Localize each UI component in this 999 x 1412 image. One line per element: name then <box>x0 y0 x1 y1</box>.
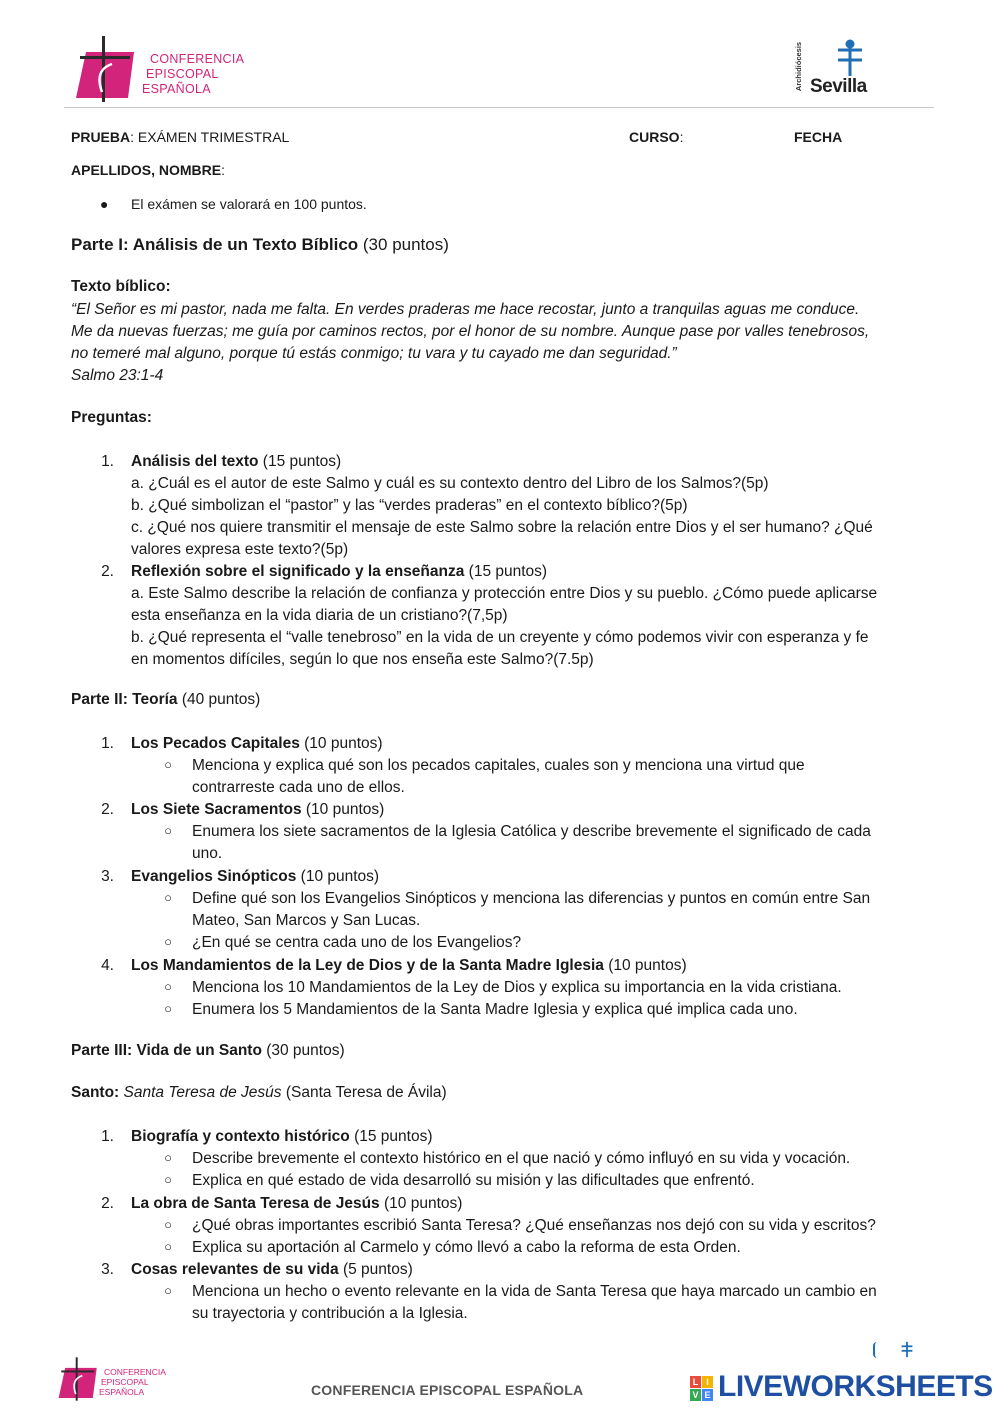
p3-item-points: (15 puntos) <box>349 1128 433 1145</box>
santo-line <box>71 1084 447 1102</box>
live-letter: I <box>702 1376 713 1388</box>
circle-bullet-icon: ○ <box>164 979 172 994</box>
footer-logo-line: CONFERENCIA <box>104 1367 166 1377</box>
p2-item-number: 1. <box>101 735 114 752</box>
p3-sub-item: Explica en qué estado de vida desarrolló su misión y las dificultades que enfrentó. <box>192 1172 755 1189</box>
circle-bullet-icon: ○ <box>164 1283 172 1298</box>
circle-bullet-icon: ○ <box>164 757 172 772</box>
footer-logo-line: EPISCOPAL <box>101 1377 149 1387</box>
part3-title: Parte III: Vida de un Santo <box>71 1042 262 1059</box>
p2-sub-item: ¿En qué se centra cada uno de los Evangelios? <box>192 934 522 951</box>
footer-logo-line: ESPAÑOLA <box>99 1387 145 1397</box>
live-badge-icon <box>690 1376 714 1402</box>
live-letter: L <box>690 1376 701 1388</box>
sub-line: Enumera los siete sacramentos de la Iglesia Católica y describe brevemente el significado de cada <box>192 823 871 840</box>
q1-heading <box>131 451 931 473</box>
p2-item-points: (10 puntos) <box>296 868 380 885</box>
part1-title: Parte I: Análisis de un Texto Bíblico <box>71 235 359 254</box>
p3-item-title: Biografía y contexto histórico <box>131 1128 350 1145</box>
circle-bullet-icon: ○ <box>164 1217 172 1232</box>
santo-name: Santa Teresa de Jesús <box>123 1084 282 1101</box>
sub-line: Define qué son los Evangelios Sinópticos y menciona las diferencias y puntos en común entre San <box>192 890 871 907</box>
q1-line: valores expresa este texto?(5p) <box>131 541 349 558</box>
p2-sub-item <box>192 755 932 799</box>
p3-item-points: (5 puntos) <box>338 1261 413 1278</box>
texto-label: Texto bíblico: <box>71 278 171 295</box>
nombre-line <box>71 162 225 178</box>
quote-line: no temeré mal alguno, porque tú estás conmigo; tu vara y tu cayado me dan seguridad.” <box>71 345 677 362</box>
p3-item-number: 1. <box>101 1128 114 1145</box>
p2-item-points: (10 puntos) <box>603 957 687 974</box>
p2-item-title: Los Siete Sacramentos <box>131 801 302 818</box>
p2-item-heading <box>131 799 384 821</box>
note-text: El exámen se valorará en 100 puntos. <box>131 196 367 212</box>
p2-item-number: 4. <box>101 957 114 974</box>
q1-line: c. ¿Qué nos quiere transmitir el mensaje de este Salmo sobre la relación entre Dios y el ser humano? ¿Qué <box>131 519 873 536</box>
q2-points: (15 puntos) <box>464 563 548 580</box>
curso-value: : <box>679 129 684 145</box>
prueba-value: : EXÁMEN TRIMESTRAL <box>130 129 290 145</box>
p3-item-title: La obra de Santa Teresa de Jesús <box>131 1195 380 1212</box>
cee-cross-icon <box>56 1355 102 1403</box>
p2-sub-item: Menciona los 10 Mandamientos de la Ley de Dios y explica su importancia en la vida cristiana. <box>192 979 842 996</box>
live-letter: V <box>690 1389 701 1401</box>
curso-label: CURSO <box>629 129 680 145</box>
q2-title: Reflexión sobre el significado y la enseñanza <box>131 563 465 580</box>
sevilla-cross-icon <box>897 1340 917 1358</box>
part3-heading <box>71 1042 345 1060</box>
q1-block <box>131 451 931 561</box>
p3-item-heading <box>131 1259 413 1281</box>
prueba-label: PRUEBA <box>71 129 131 145</box>
q2-line: en momentos difíciles, según lo que nos enseña este Salmo?(7.5p) <box>131 651 594 668</box>
sub-line: Menciona un hecho o evento relevante en la vida de Santa Teresa que haya marcado un cambio en <box>192 1283 877 1300</box>
circle-bullet-icon: ○ <box>164 1001 172 1016</box>
circle-bullet-icon: ○ <box>164 934 172 949</box>
fecha-label: FECHA <box>794 129 843 145</box>
circle-bullet-icon: ○ <box>164 890 172 905</box>
nombre-value: : <box>221 162 226 178</box>
cee-logo <box>72 34 252 104</box>
p3-sub-item: Describe brevemente el contexto histórico en el que nació y cómo influyó en su vida y vocación. <box>192 1150 851 1167</box>
part3-points: (30 puntos) <box>261 1042 345 1059</box>
nombre-label: APELLIDOS, NOMBRE <box>71 162 222 178</box>
sub-line: contrarreste cada uno de ellos. <box>192 779 405 796</box>
p2-item-title: Los Pecados Capitales <box>131 735 300 752</box>
live-letter: E <box>702 1389 713 1401</box>
p2-item-heading <box>131 866 379 888</box>
p2-sub-item: Enumera los 5 Mandamientos de la Santa Madre Iglesia y explica qué implica cada uno. <box>192 1001 798 1018</box>
part2-heading <box>71 691 260 709</box>
p3-item-heading <box>131 1126 432 1148</box>
quote-line: “El Señor es mi pastor, nada me falta. En verdes praderas me hace recostar, junto a tranquilas aguas me conduce. <box>71 301 860 318</box>
curso-line <box>629 129 683 145</box>
p3-item-points: (10 puntos) <box>379 1195 463 1212</box>
note-bullet: ● <box>100 196 109 212</box>
q2-line: esta enseñanza en la vida diaria de un cristiano?(7,5p) <box>131 607 508 624</box>
sevilla-mark-icon <box>873 1342 883 1358</box>
q1-line: b. ¿Qué simbolizan el “pastor” y las “verdes praderas” en el contexto bíblico?(5p) <box>131 497 688 514</box>
circle-bullet-icon: ○ <box>164 1239 172 1254</box>
q2-line: b. ¿Qué representa el “valle tenebroso” en la vida de un creyente y cómo podemos vivir con esperanza y fe <box>131 629 869 646</box>
p2-item-heading <box>131 733 383 755</box>
quote-line: Me da nuevas fuerzas; me guía por caminos rectos, por el honor de su nombre. Aunque pase por valles tenebrosos, <box>71 323 870 340</box>
circle-bullet-icon: ○ <box>164 1172 172 1187</box>
sub-line: su trayectoria y contribución a la Iglesia. <box>192 1305 468 1322</box>
sevilla-cross-icon <box>830 38 870 78</box>
liveworksheets-brand: LIVEWORKSHEETS <box>718 1370 993 1403</box>
part1-heading <box>71 235 449 255</box>
q2-block <box>131 561 931 671</box>
sub-line: uno. <box>192 845 223 862</box>
santo-label: Santo: <box>71 1084 120 1101</box>
q1-points: (15 puntos) <box>258 453 342 470</box>
q1-line: a. ¿Cuál es el autor de este Salmo y cuál es su contexto dentro del Libro de los Salmos?(5p) <box>131 475 769 492</box>
q2-number: 2. <box>101 563 114 580</box>
footer-center-text: CONFERENCIA EPISCOPAL ESPAÑOLA <box>311 1382 584 1398</box>
sevilla-logo-small: Archidiócesis <box>794 41 804 92</box>
p2-item-title: Los Mandamientos de la Ley de Dios y de la Santa Madre Iglesia <box>131 957 604 974</box>
footer-cee-logo <box>56 1355 176 1405</box>
p3-item-number: 3. <box>101 1261 114 1278</box>
p3-item-heading <box>131 1193 462 1215</box>
cee-cross-icon <box>72 34 142 104</box>
bible-quote <box>71 299 941 387</box>
p2-item-title: Evangelios Sinópticos <box>131 868 297 885</box>
p2-item-number: 2. <box>101 801 114 818</box>
p2-item-points: (10 puntos) <box>299 735 383 752</box>
p2-item-number: 3. <box>101 868 114 885</box>
p3-sub-item <box>192 1281 932 1325</box>
cee-logo-line: ESPAÑOLA <box>142 82 211 96</box>
p3-sub-item: ¿Qué obras importantes escribió Santa Teresa? ¿Qué enseñanzas nos dejó con su vida y escritos? <box>192 1217 876 1234</box>
sevilla-logo <box>796 36 876 102</box>
sevilla-logo-text: Sevilla <box>810 76 867 97</box>
part2-points: (40 puntos) <box>177 691 261 708</box>
cee-logo-line: CONFERENCIA <box>150 52 245 66</box>
prueba-line <box>71 129 289 145</box>
santo-alt: (Santa Teresa de Ávila) <box>281 1084 447 1101</box>
p2-item-points: (10 puntos) <box>301 801 385 818</box>
q1-title: Análisis del texto <box>131 453 259 470</box>
p2-sub-item <box>192 821 932 865</box>
circle-bullet-icon: ○ <box>164 1150 172 1165</box>
part1-points: (30 puntos) <box>358 235 449 254</box>
preguntas-label: Preguntas: <box>71 409 152 426</box>
p3-item-number: 2. <box>101 1195 114 1212</box>
q2-heading <box>131 561 931 583</box>
header-divider <box>64 107 934 108</box>
sub-line: Mateo, San Marcos y San Lucas. <box>192 912 421 929</box>
quote-reference: Salmo 23:1-4 <box>71 367 164 384</box>
part2-title: Parte II: Teoría <box>71 691 178 708</box>
p3-sub-item: Explica su aportación al Carmelo y cómo llevó a cabo la reforma de esta Orden. <box>192 1239 741 1256</box>
sub-line: Menciona y explica qué son los pecados capitales, cuales son y menciona una virtud que <box>192 757 805 774</box>
circle-bullet-icon: ○ <box>164 823 172 838</box>
q2-line: a. Este Salmo describe la relación de confianza y protección entre Dios y su pueblo. ¿Cómo puede aplicarse <box>131 585 878 602</box>
p3-item-title: Cosas relevantes de su vida <box>131 1261 339 1278</box>
p2-item-heading <box>131 955 687 977</box>
p2-sub-item <box>192 888 932 932</box>
cee-logo-line: EPISCOPAL <box>146 67 219 81</box>
q1-number: 1. <box>101 453 114 470</box>
